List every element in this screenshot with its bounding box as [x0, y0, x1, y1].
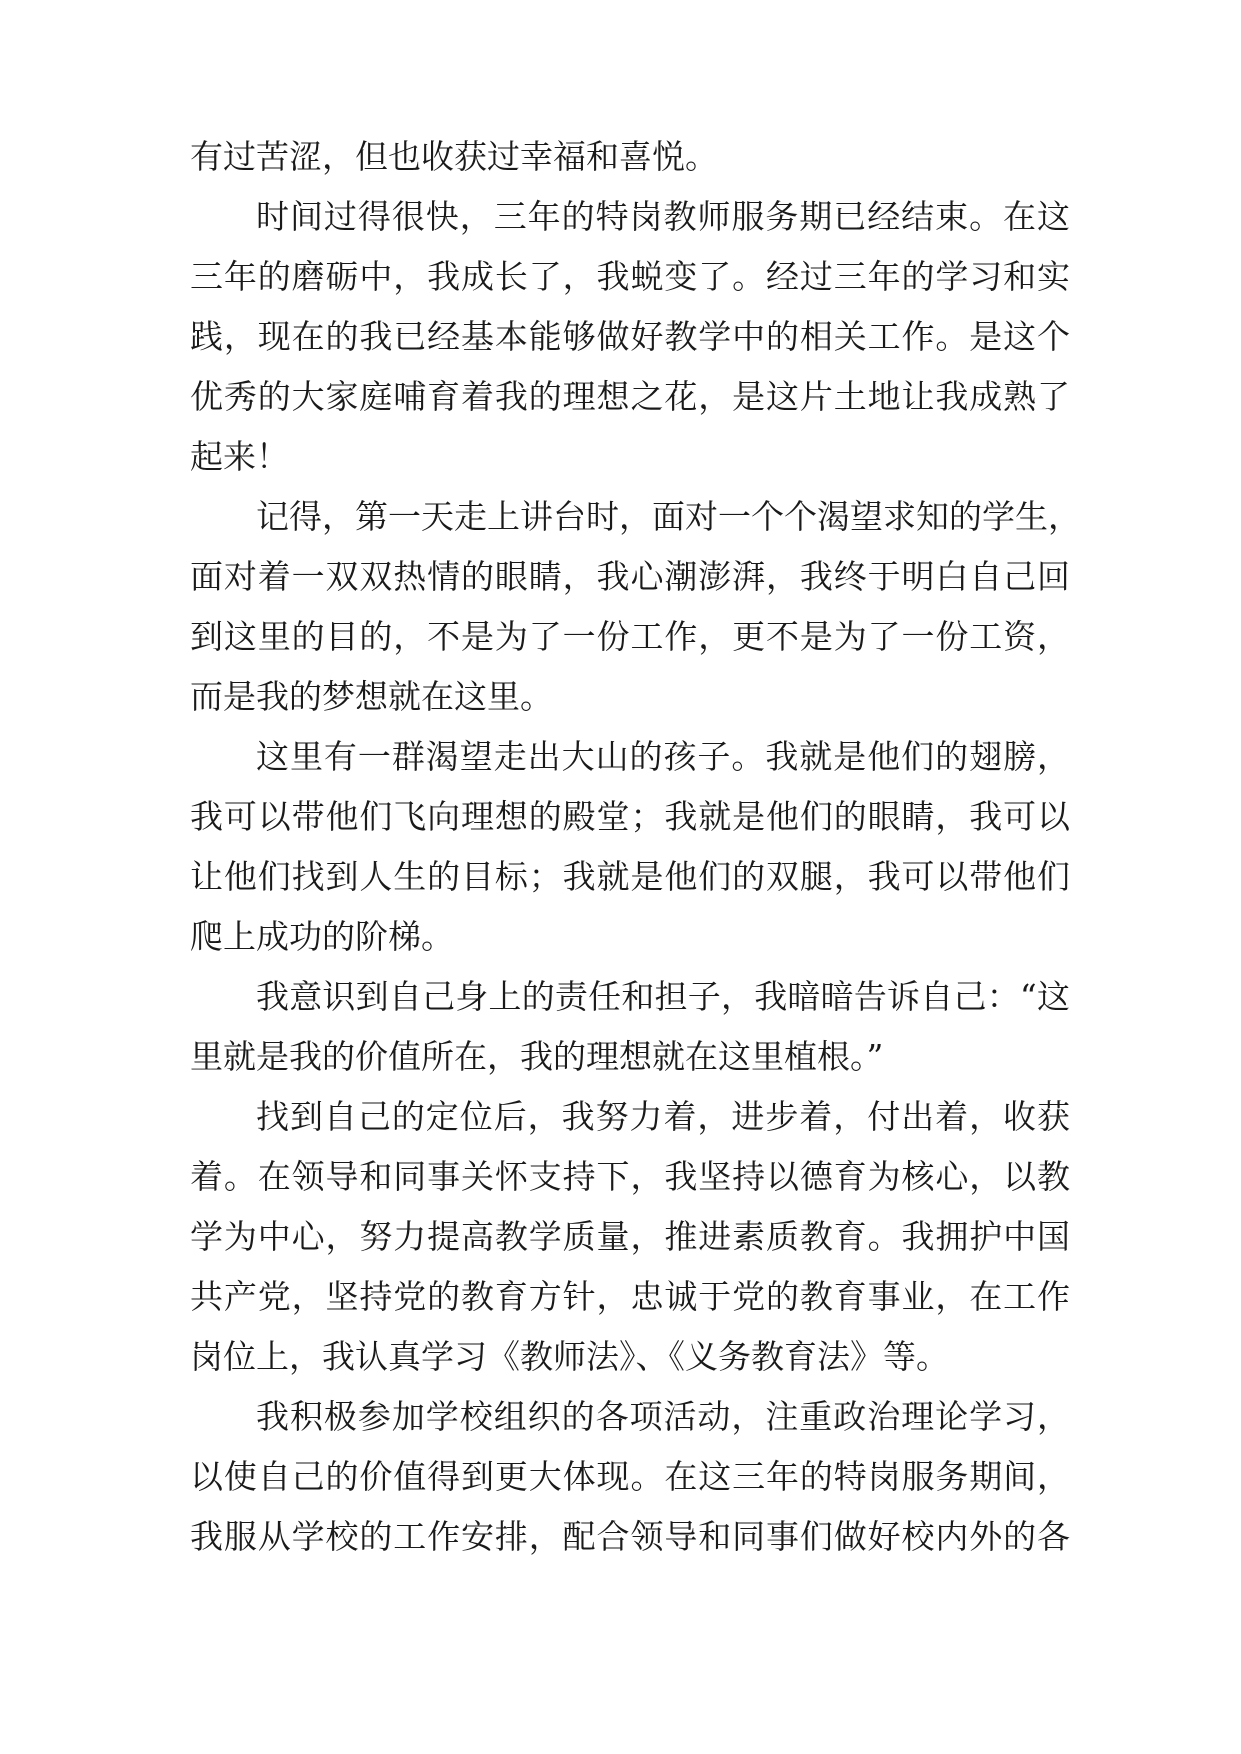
- text-line: 着。在领导和同事关怀支持下，我坚持以德育为核心，以教: [190, 1157, 1070, 1196]
- text-line: 学为中心，努力提高教学质量，推进素质教育。我拥护中国: [190, 1217, 1070, 1256]
- text-line: 找到自己的定位后，我努力着，进步着，付出着，收获: [256, 1097, 1070, 1136]
- text-line: 里就是我的价值所在，我的理想就在这里植根。”: [190, 1037, 884, 1076]
- text-line: 岗位上，我认真学习《教师法》、《义务教育法》等。: [190, 1337, 949, 1376]
- text-line: 起来！: [190, 437, 289, 476]
- text-line: 记得，第一天走上讲台时，面对一个个渴望求知的学生，: [256, 497, 1081, 536]
- text-line: 我可以带他们飞向理想的殿堂；我就是他们的眼睛，我可以: [190, 797, 1070, 836]
- text-line: 有过苦涩，但也收获过幸福和喜悦。: [190, 137, 718, 176]
- text-line: 优秀的大家庭哺育着我的理想之花，是这片土地让我成熟了: [190, 377, 1070, 416]
- text-line: 以使自己的价值得到更大体现。在这三年的特岗服务期间，: [190, 1457, 1070, 1496]
- text-line: 我服从学校的工作安排，配合领导和同事们做好校内外的各: [190, 1517, 1070, 1556]
- text-line: 爬上成功的阶梯。: [190, 917, 454, 956]
- text-line: 三年的磨砺中，我成长了，我蜕变了。经过三年的学习和实: [190, 257, 1070, 296]
- text-line: 而是我的梦想就在这里。: [190, 677, 553, 716]
- text-line: 我意识到自己身上的责任和担子，我暗暗告诉自己：“这: [256, 977, 1070, 1016]
- text-line: 践，现在的我已经基本能够做好教学中的相关工作。是这个: [190, 317, 1070, 356]
- text-line: 让他们找到人生的目标；我就是他们的双腿，我可以带他们: [190, 857, 1070, 896]
- text-line: 我积极参加学校组织的各项活动，注重政治理论学习，: [256, 1397, 1070, 1436]
- text-line: 共产党，坚持党的教育方针，忠诚于党的教育事业，在工作: [190, 1277, 1070, 1316]
- text-line: 到这里的目的，不是为了一份工作，更不是为了一份工资，: [190, 617, 1070, 656]
- text-line: 时间过得很快，三年的特岗教师服务期已经结束。在这: [256, 197, 1070, 236]
- text-line: 这里有一群渴望走出大山的孩子。我就是他们的翅膀，: [256, 737, 1070, 776]
- text-line: 面对着一双双热情的眼睛，我心潮澎湃，我终于明白自己回: [190, 557, 1070, 596]
